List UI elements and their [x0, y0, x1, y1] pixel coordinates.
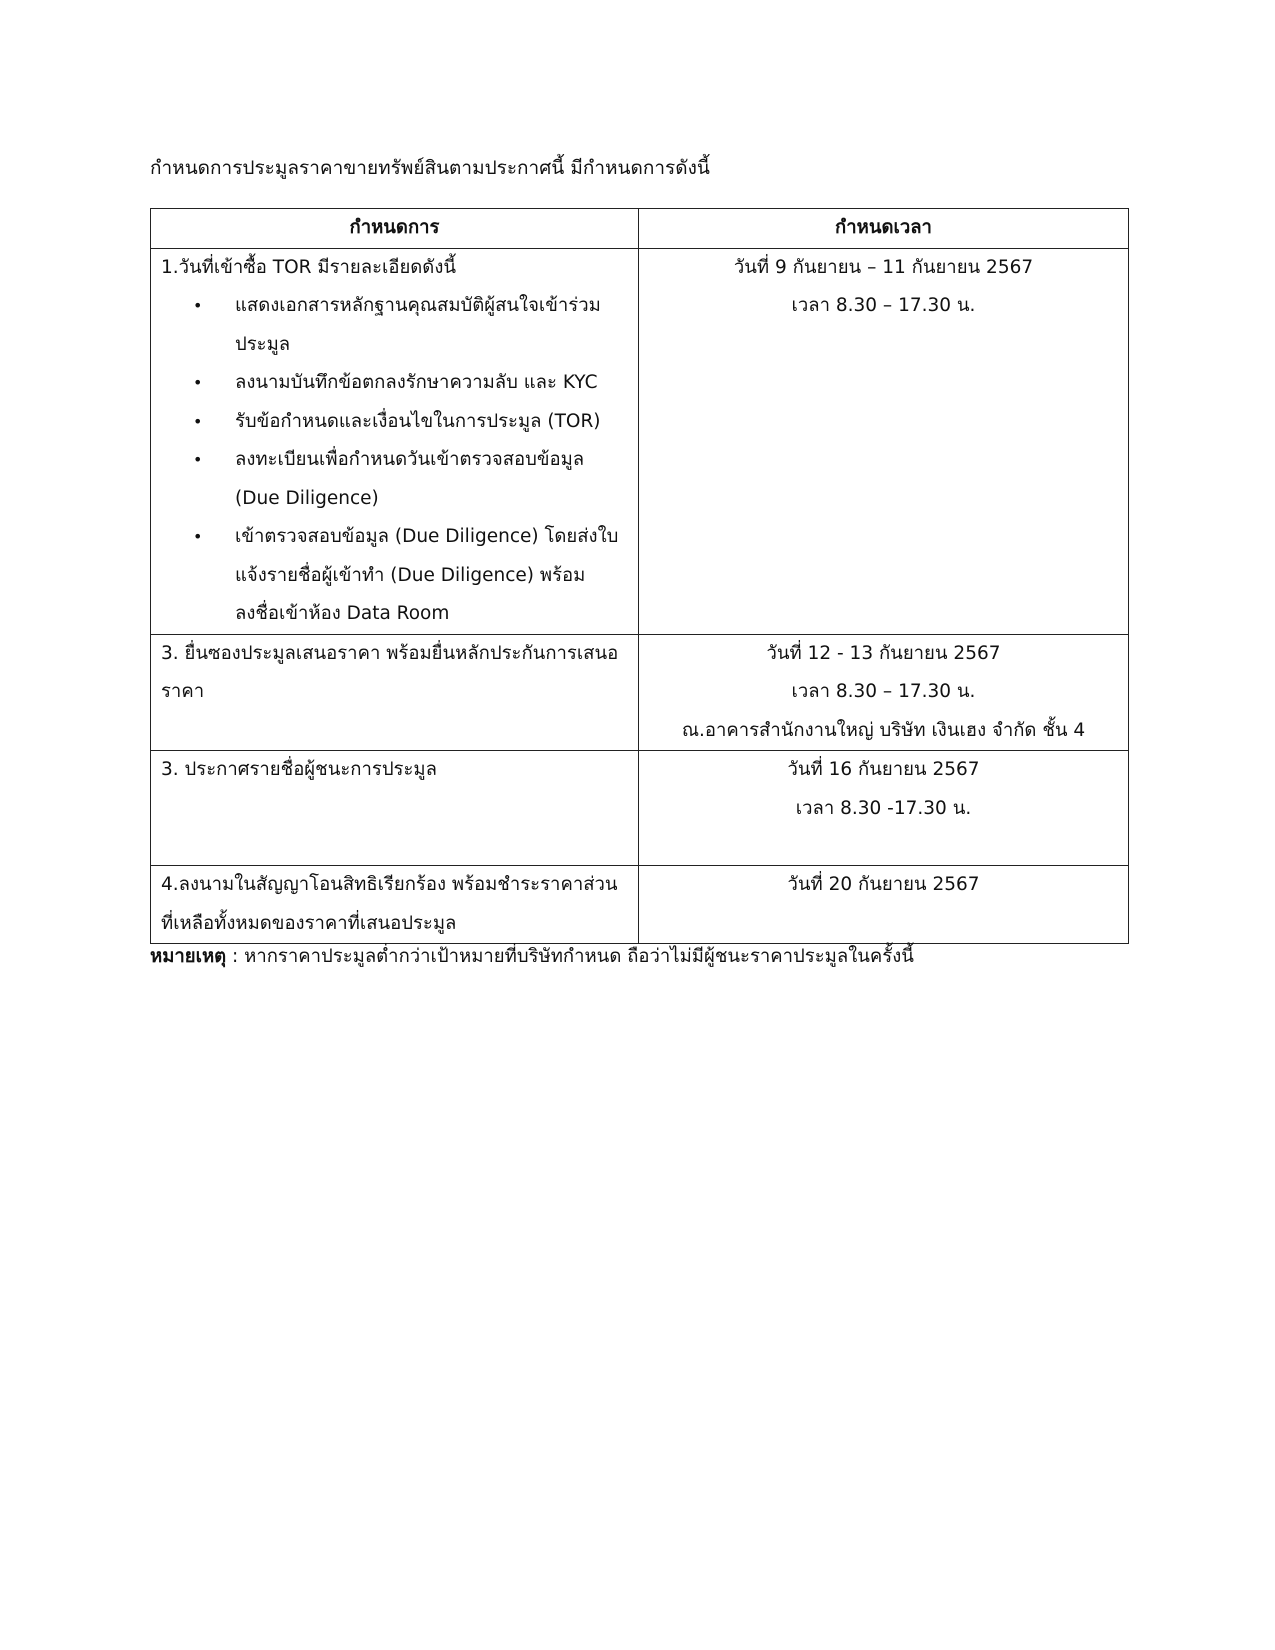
row-4-title: 4.ลงนามในสัญญาโอนสิทธิเรียกร้อง พร้อมชำระราคาส่วนที่เหลือทั้งหมดของราคาที่เสนอประมูล [161, 874, 618, 934]
list-item [193, 403, 628, 442]
row-1-bullet-list [161, 287, 628, 634]
remark-label: หมายเหตุ [150, 946, 227, 967]
row-4-activity [151, 866, 639, 944]
table-header-row [151, 209, 1129, 249]
intro-text: กำหนดการประมูลราคาขายทรัพย์สินตามประกาศนี้ มีกำหนดการดังนี้ [150, 157, 710, 179]
row-2-location: ณ.อาคารสำนักงานใหญ่ บริษัท เงินเฮง จำกัด ชั้น 4 [681, 719, 1086, 741]
bullet-icon: • [193, 296, 203, 315]
row-3-date: วันที่ 16 กันยายน 2567 [787, 759, 980, 780]
bullet-text: แสดงเอกสารหลักฐานคุณสมบัติผู้สนใจเข้าร่วมประมูล [235, 295, 601, 355]
row-2-hours: เวลา 8.30 – 17.30 น. [791, 681, 976, 702]
row-3-title: 3. ประกาศรายชื่อผู้ชนะการประมูล [161, 759, 437, 780]
list-item [193, 441, 628, 518]
header-schedule: กำหนดการ [151, 209, 639, 249]
row-1-activity [151, 248, 639, 634]
row-1-hours: เวลา 8.30 – 17.30 น. [791, 295, 976, 316]
remark-note [150, 940, 914, 974]
row-2-date: วันที่ 12 - 13 กันยายน 2567 [766, 642, 1001, 664]
list-item [193, 364, 628, 403]
row-3-hours: เวลา 8.30 -17.30 น. [795, 797, 972, 819]
table-row [151, 751, 1129, 866]
list-item [193, 518, 628, 634]
row-4-time [639, 866, 1129, 944]
list-item [193, 287, 628, 364]
row-1-title: 1.วันที่เข้าซื้อ TOR มีรายละเอียดดังนี้ [161, 256, 456, 278]
row-3-time [639, 751, 1129, 866]
table-row [151, 634, 1129, 751]
bullet-text: ลงนามบันทึกข้อตกลงรักษาความลับ และ KYC [235, 372, 598, 393]
row-3-activity [151, 751, 639, 866]
schedule-table [150, 208, 1129, 944]
row-2-title: 3. ยื่นซองประมูลเสนอราคา พร้อมยื่นหลักประกันการเสนอราคา [161, 642, 619, 702]
bullet-text: ลงทะเบียนเพื่อกำหนดวันเข้าตรวจสอบข้อมูล (Due Diligence) [235, 449, 585, 509]
remark-text: : หากราคาประมูลต่ำกว่าเป้าหมายที่บริษัทกำหนด ถือว่าไม่มีผู้ชนะราคาประมูลในครั้งนี้ [226, 946, 914, 967]
row-1-date: วันที่ 9 กันยายน – 11 กันยายน 2567 [733, 256, 1034, 278]
row-1-time [639, 248, 1129, 634]
bullet-icon: • [193, 411, 203, 431]
bullet-text: รับข้อกำหนดและเงื่อนไขในการประมูล (TOR) [235, 410, 601, 432]
bullet-icon: • [193, 450, 203, 469]
bullet-icon: • [193, 527, 203, 546]
bullet-text: เข้าตรวจสอบข้อมูล (Due Diligence) โดยส่งใบแจ้งรายชื่อผู้เข้าทำ (Due Diligence) พร้อมลงชื่อเข้าห้อง Data Room [235, 526, 619, 624]
table-row [151, 248, 1129, 634]
row-4-date: วันที่ 20 กันยายน 2567 [787, 874, 980, 895]
bullet-icon: • [193, 373, 203, 392]
header-time: กำหนดเวลา [639, 209, 1129, 249]
row-2-time [639, 634, 1129, 751]
table-row [151, 866, 1129, 944]
row-2-activity [151, 634, 639, 751]
